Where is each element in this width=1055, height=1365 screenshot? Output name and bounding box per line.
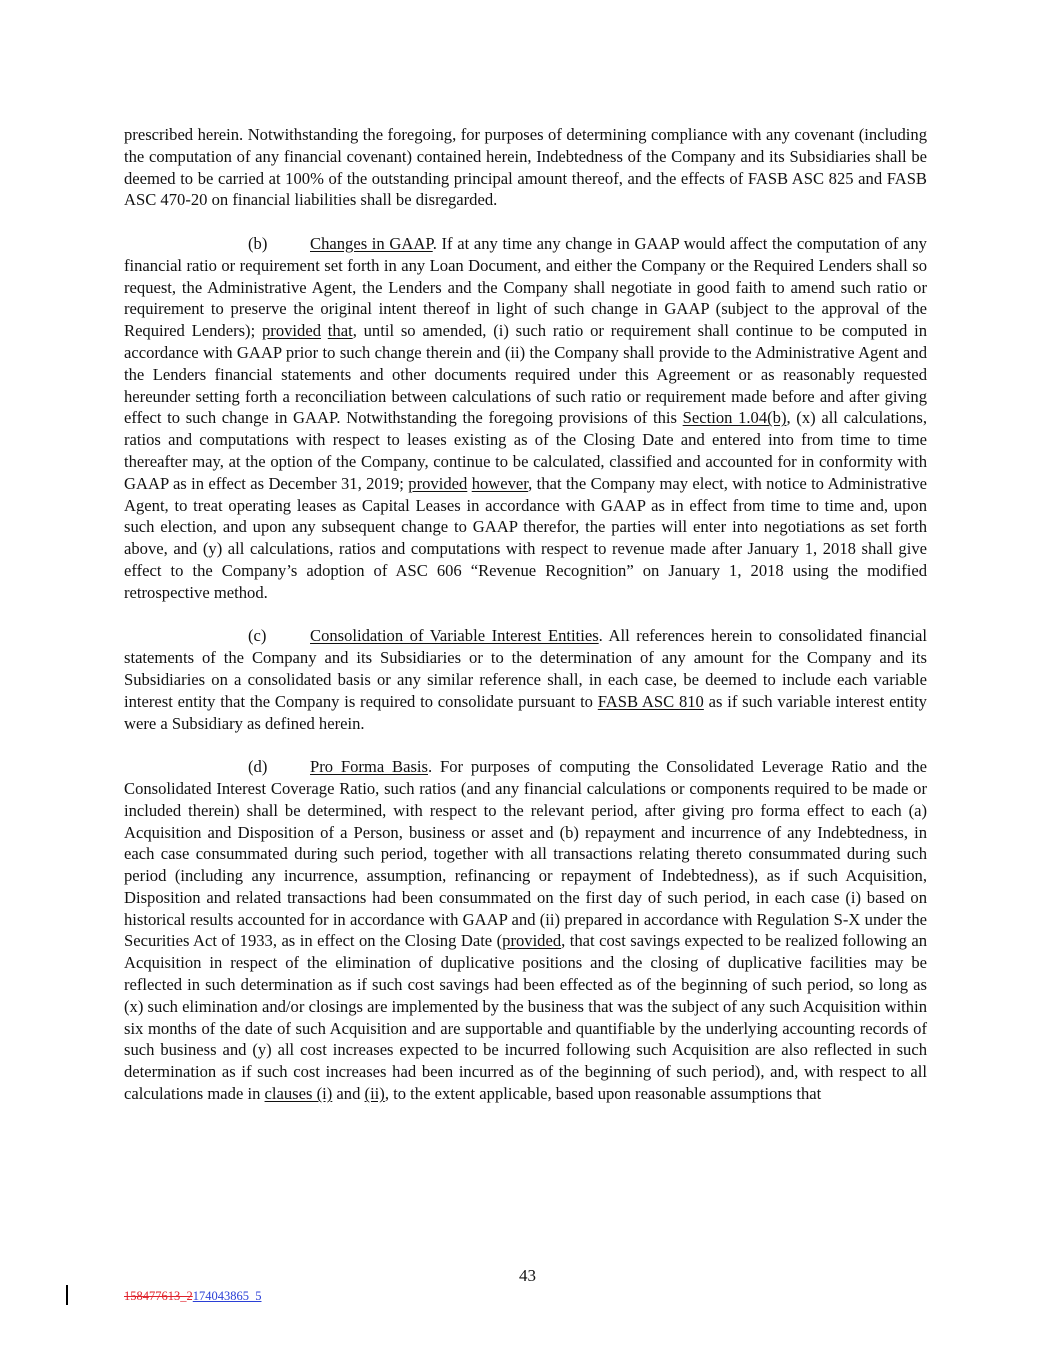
clause-label: (d) — [248, 757, 268, 777]
document-id-deleted: 158477613_2 — [124, 1289, 193, 1303]
section-heading: Changes in GAAP — [310, 233, 433, 253]
defined-term: that — [327, 321, 353, 341]
change-bar — [66, 1285, 68, 1305]
defined-term: provided — [262, 321, 321, 341]
paragraph-c: (c) Consolidation of Variable Interest Entities. All references herein to consolidated financial statements of the Company and its Subsidiaries or to the determination of any amount for the Company and its Subsidiaries on a consolidated basis or any similar reference shall, in each case, be deemed to include each variable interest entity that the Company is required to consolidate pursuant to FASB ASC 810 as if such variable interest entity were a Subsidiary as defined herein. — [124, 626, 927, 733]
document-id-inserted: 174043865_5 — [192, 1289, 262, 1303]
section-heading: Pro Forma Basis — [310, 757, 428, 777]
defined-term: provided — [502, 931, 562, 951]
clause-label: (b) — [248, 233, 268, 253]
cross-reference: (ii) — [364, 1084, 385, 1104]
clause-label: (c) — [248, 626, 267, 646]
section-heading: Consolidation of Variable Interest Entities — [310, 626, 599, 646]
cross-reference: FASB ASC 810 — [597, 691, 704, 711]
paragraph-a-continuation: prescribed herein. Notwithstanding the foregoing, for purposes of determining compliance with any covenant (including the computation of any financial covenant) contained herein, Indebtedness of the Company and its Subsidiaries shall be deemed to be carried at 100% of the outstanding principal amount thereof, and the effects of FASB ASC 825 and FASB ASC 470-20 on financial liabilities shall be disregarded. — [124, 125, 927, 210]
paragraph-b: (b) Changes in GAAP. If at any time any change in GAAP would affect the computation of any financial ratio or requirement set forth in any Loan Document, and either the Company or the Required Lenders shall so request, the Administrative Agent, the Lenders and the Company shall negotiate in good faith to amend such ratio or requirement to preserve the original intent thereof in light of such change in GAAP (subject to the approval of the Required Lenders); provided that, until so amended, (i) such ratio or requirement shall continue to be computed in accordance with GAAP prior to such change therein and (ii) the Company shall provide to the Administrative Agent and the Lenders financial statements and other documents required under this Agreement or as reasonably requested hereunder setting forth a reconciliation between calculations of such ratio or requirement made before and after giving effect to such change in GAAP. Notwithstanding the foregoing provisions of this Section 1.04(b), (x) all calculations, ratios and computations with respect to leases existing as of the Closing Date and entered into from time to time thereafter may, at the option of the Company, continue to be calculated, classified and accounted for in conformity with GAAP as in effect as December 31, 2019; provided however, that the Company may elect, with notice to Administrative Agent, to treat operating leases as Capital Leases in accordance with GAAP as in effect from time to time and, upon such election, and upon any subsequent change to GAAP therefor, the parties will enter into negotiations as set forth above, and (y) all calculations, ratios and computations with respect to revenue made after January 1, 2018 shall give effect to the Company’s adoption of ASC 606 “Revenue Recognition” on January 1, 2018 using the modified retrospective method. — [124, 233, 928, 602]
document-id — [124, 1289, 262, 1304]
cross-reference: Section 1.04(b) — [682, 408, 787, 428]
cross-reference: clauses (i) — [264, 1084, 333, 1104]
page-number: 43 — [519, 1266, 536, 1285]
document-body — [124, 124, 927, 1127]
paragraph-d: (d) Pro Forma Basis. For purposes of computing the Consolidated Leverage Ratio and the Consolidated Interest Coverage Ratio, such ratios (and any financial calculations or components required to be made or included therein) shall be determined, with respect to the relevant period, after giving pro forma effect to each (a) Acquisition and Disposition of a Person, business or asset and (b) repayment and incurrence of any Indebtedness, in each case consummated during such period, together with all transactions relating thereto consummated during such period (including any incurrence, assumption, refinancing or repayment of Indebtedness), as if such Acquisition, Disposition and related transactions had been consummated on the first day of such period, in each case (i) based on historical results accounted for in accordance with GAAP and (ii) prepared in accordance with Regulation S-X under the Securities Act of 1933, as in effect on the Closing Date (provided, that cost savings expected to be realized following an Acquisition in respect of the elimination of duplicative positions and the closing of duplicative facilities may be reflected in such determination as if such cost savings had been effected as of the beginning of such period, so long as (x) such elimination and/or closings are implemented by the business that was the subject of any such Acquisition within six months of the date of such Acquisition and are supportable and quantifiable by the underlying accounting records of such business and (y) all cost increases expected to be incurred following such Acquisition are also reflected in such determination as if such cost increases had been incurred as of the beginning of such period), and, with respect to all calculations made in clauses (i) and (ii), to the extent applicable, based upon reasonable assumptions that — [124, 757, 928, 1104]
defined-term: provided — [408, 473, 468, 493]
defined-term: however — [471, 473, 529, 493]
